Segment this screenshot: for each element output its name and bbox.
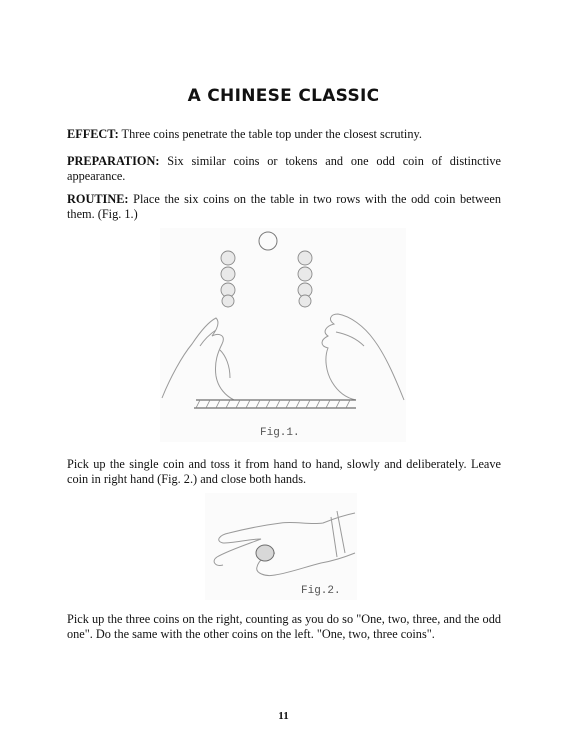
figure-1-drawing: [160, 228, 406, 442]
preparation-paragraph: [67, 154, 501, 184]
right-coin-4: [299, 295, 311, 307]
effect-label: EFFECT:: [67, 127, 119, 141]
preparation-text: Six similar coins or tokens and one odd coin of distinctive appearance.: [67, 154, 501, 183]
pick-single-coin-paragraph: Pick up the single coin and toss it from hand to hand, slowly and deliberately. Leave coin in right hand (Fig. 2.) and close both hands.: [67, 457, 501, 486]
left-coin-1: [221, 251, 235, 265]
right-coin-column: [298, 251, 312, 307]
figure-2-illustration: [205, 493, 357, 600]
right-coin-2: [298, 267, 312, 281]
effect-text: Three coins penetrate the table top under the closest scrutiny.: [118, 127, 422, 141]
figure-1-caption: Fig.1.: [260, 427, 300, 439]
effect-paragraph: [67, 127, 501, 142]
pick-three-coins-paragraph: Pick up the three coins on the right, counting as you do so "One, two, three, and the odd one". Do the same with the other coins on the left. "One, two, three coins".: [67, 612, 501, 641]
figure-2-caption: Fig.2.: [301, 585, 341, 597]
left-coin-column: [221, 251, 235, 307]
right-coin-1: [298, 251, 312, 265]
routine-text: Place the six coins on the table in two rows with the odd coin between them. (Fig. 1.): [67, 192, 501, 221]
figure-2-background: [205, 493, 357, 600]
preparation-label: PREPARATION:: [67, 154, 160, 168]
page-number: 11: [278, 710, 289, 722]
left-coin-4: [222, 295, 234, 307]
routine-paragraph: [67, 192, 501, 222]
coin-in-hand: [256, 545, 274, 561]
page-title: A CHINESE CLASSIC: [187, 86, 380, 106]
figure-1-background: [160, 228, 406, 442]
figure-2-drawing: [205, 493, 357, 600]
routine-label: ROUTINE:: [67, 192, 129, 206]
left-coin-2: [221, 267, 235, 281]
figure-1-illustration: [160, 228, 406, 442]
